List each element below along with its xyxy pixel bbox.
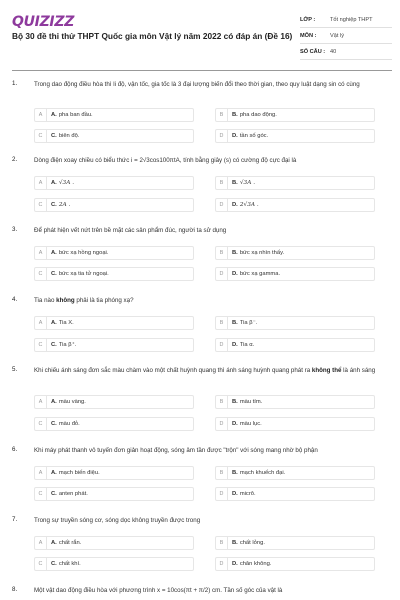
option-label: A.: [51, 320, 57, 326]
option-text: bức xạ tia tử ngoại.: [58, 271, 109, 277]
option-letter: B: [216, 396, 228, 408]
option-b[interactable]: [215, 246, 375, 260]
option-text: pha dao động.: [239, 112, 277, 118]
option-letter: D: [216, 558, 228, 570]
option-letter: A: [35, 317, 47, 329]
meta-key: MÔN :: [300, 32, 317, 39]
option-label: D.: [232, 561, 238, 567]
option-label: D.: [232, 133, 238, 139]
meta-value: 40: [330, 48, 337, 55]
option-letter: B: [216, 537, 228, 549]
option-a[interactable]: [34, 395, 194, 409]
question-text-part: phải là tia phóng xạ?: [74, 297, 134, 304]
option-c[interactable]: [34, 129, 194, 143]
option-label: B.: [232, 399, 238, 405]
option-d[interactable]: [215, 198, 375, 212]
option-text: màu vàng.: [58, 399, 86, 405]
question-text: Một vật dao động điều hòa với phương trình x = 10cos(πt + π/2) cm. Tần số góc của vật là: [34, 587, 283, 594]
meta-value: Tốt nghiệp THPT: [330, 16, 373, 23]
option-letter: B: [216, 109, 228, 121]
meta-row-class: [300, 12, 392, 28]
question-text-part: Khi chiếu ánh sáng đơn sắc màu chàm vào một chất huỳnh quang thì ánh sáng huỳnh quang phát ra: [34, 367, 312, 374]
quizizz-logo: QUIZIZZ: [12, 14, 75, 30]
option-b[interactable]: [215, 466, 375, 480]
option-text: chất khí.: [58, 561, 81, 567]
question-number: 7.: [12, 516, 18, 523]
option-label: D.: [232, 342, 238, 348]
option-text: pha ban đầu.: [58, 112, 93, 118]
option-d[interactable]: [215, 129, 375, 143]
header-divider: [12, 70, 392, 71]
option-label: A.: [51, 112, 57, 118]
option-label: C.: [51, 133, 57, 139]
option-text: √3A .: [239, 180, 256, 186]
meta-row-count: [300, 44, 392, 60]
option-letter: B: [216, 177, 228, 189]
question-number: 2.: [12, 156, 18, 163]
option-label: B.: [232, 180, 238, 186]
question-text: Khi máy phát thanh vô tuyến đơn giản hoạt động, sóng âm tần được "trộn" với sóng mang nhờ bộ phận: [34, 447, 318, 454]
option-c[interactable]: [34, 198, 194, 212]
question-text: Trong sự truyền sóng cơ, sóng dọc không truyền được trong: [34, 517, 201, 524]
meta-value: Vật lý: [330, 32, 344, 39]
question-number: 5.: [12, 366, 18, 373]
meta-table: [300, 12, 392, 60]
option-letter: A: [35, 109, 47, 121]
option-c[interactable]: [34, 417, 194, 431]
option-text: chất lỏng.: [239, 540, 265, 546]
option-text: mạch khuếch đại.: [239, 470, 286, 476]
option-label: C.: [51, 271, 57, 277]
option-label: C.: [51, 342, 57, 348]
option-c[interactable]: [34, 557, 194, 571]
meta-key: SỐ CÂU :: [300, 48, 326, 55]
option-b[interactable]: [215, 316, 375, 330]
option-text: bức xạ hồng ngoại.: [58, 250, 109, 256]
option-text: bức xạ nhìn thấy.: [239, 250, 285, 256]
option-d[interactable]: [215, 487, 375, 501]
option-text: chân không.: [239, 561, 272, 567]
option-label: D.: [232, 202, 238, 208]
option-text: biên độ.: [58, 133, 80, 139]
option-letter: C: [35, 558, 47, 570]
option-label: A.: [51, 540, 57, 546]
option-letter: C: [35, 268, 47, 280]
question-text-emphasis: không thể: [311, 367, 342, 374]
option-label: C.: [51, 561, 57, 567]
option-text: Tia β⁺.: [58, 342, 77, 348]
option-text: bức xạ gamma.: [239, 271, 281, 277]
option-label: C.: [51, 491, 57, 497]
meta-row-subject: [300, 28, 392, 44]
option-d[interactable]: [215, 267, 375, 281]
option-letter: D: [216, 488, 228, 500]
option-text: anten phát.: [58, 491, 88, 497]
option-label: A.: [51, 399, 57, 405]
document-title: Bộ 30 đề thi thử THPT Quốc gia môn Vật lý năm 2022 có đáp án (Đề 16): [12, 31, 293, 41]
question-number: 1.: [12, 80, 18, 87]
question-text: Để phát hiện vết nứt trên bề mặt các sản phẩm đúc, người ta sử dụng: [34, 227, 227, 234]
option-text: màu đỏ.: [58, 421, 80, 427]
question-number: 6.: [12, 446, 18, 453]
option-letter: A: [35, 177, 47, 189]
option-label: D.: [232, 421, 238, 427]
option-label: D.: [232, 491, 238, 497]
option-b[interactable]: [215, 395, 375, 409]
question-text: Trong dao động điều hòa thì li độ, vận tốc, gia tốc là 3 đại lượng biến đổi theo thời gian, theo quy luật dạng sin có cùng: [34, 81, 360, 88]
option-c[interactable]: [34, 487, 194, 501]
option-letter: D: [216, 268, 228, 280]
option-label: B.: [232, 250, 238, 256]
option-a[interactable]: [34, 246, 194, 260]
option-letter: A: [35, 537, 47, 549]
option-letter: B: [216, 247, 228, 259]
option-text: 2A .: [58, 202, 71, 208]
option-a[interactable]: [34, 466, 194, 480]
option-text: chất rắn.: [58, 540, 82, 546]
option-text: Tia α.: [239, 342, 255, 348]
option-letter: A: [35, 247, 47, 259]
option-letter: C: [35, 339, 47, 351]
question-text-part: là ánh sáng: [341, 367, 376, 374]
option-a[interactable]: [34, 176, 194, 190]
option-letter: D: [216, 199, 228, 211]
option-label: C.: [51, 202, 57, 208]
option-c[interactable]: [34, 267, 194, 281]
option-b[interactable]: [215, 176, 375, 190]
option-label: A.: [51, 470, 57, 476]
option-letter: C: [35, 418, 47, 430]
option-text: màu tím.: [239, 399, 263, 405]
option-letter: D: [216, 339, 228, 351]
option-d[interactable]: [215, 338, 375, 352]
option-label: B.: [232, 320, 238, 326]
option-label: A.: [51, 180, 57, 186]
option-letter: C: [35, 199, 47, 211]
option-label: A.: [51, 250, 57, 256]
option-letter: D: [216, 418, 228, 430]
option-text: màu lục.: [239, 421, 262, 427]
document-header: [0, 0, 400, 72]
option-c[interactable]: [34, 338, 194, 352]
option-b[interactable]: [215, 108, 375, 122]
option-text: micrô.: [239, 491, 256, 497]
question-text-emphasis: không: [56, 297, 75, 304]
option-text: 2√3A .: [239, 202, 259, 208]
option-letter: A: [35, 467, 47, 479]
option-a[interactable]: [34, 316, 194, 330]
option-label: B.: [232, 540, 238, 546]
option-d[interactable]: [215, 417, 375, 431]
option-letter: D: [216, 130, 228, 142]
option-a[interactable]: [34, 536, 194, 550]
option-a[interactable]: [34, 108, 194, 122]
question-number: 8.: [12, 586, 18, 593]
question-number: 3.: [12, 226, 18, 233]
question-text-part: Tia nào: [34, 297, 57, 304]
option-b[interactable]: [215, 536, 375, 550]
option-letter: B: [216, 467, 228, 479]
option-letter: B: [216, 317, 228, 329]
option-label: B.: [232, 112, 238, 118]
question-text: Dòng điện xoay chiều có biểu thức i = 2√3cos100πtA, tính bằng giây (s) có cường độ cực đại là: [34, 157, 297, 164]
question-number: 4.: [12, 296, 18, 303]
option-text: Tia X.: [58, 320, 74, 326]
question-text: [34, 296, 384, 305]
option-letter: C: [35, 488, 47, 500]
option-text: √3A .: [58, 180, 75, 186]
question-text: [34, 366, 384, 375]
option-letter: A: [35, 396, 47, 408]
option-letter: C: [35, 130, 47, 142]
option-label: D.: [232, 271, 238, 277]
option-text: tần số góc.: [239, 133, 269, 139]
option-text: mạch biến điệu.: [58, 470, 100, 476]
meta-key: LỚP :: [300, 16, 316, 23]
option-label: C.: [51, 421, 57, 427]
option-text: Tia β⁻.: [239, 320, 258, 326]
option-d[interactable]: [215, 557, 375, 571]
option-label: B.: [232, 470, 238, 476]
